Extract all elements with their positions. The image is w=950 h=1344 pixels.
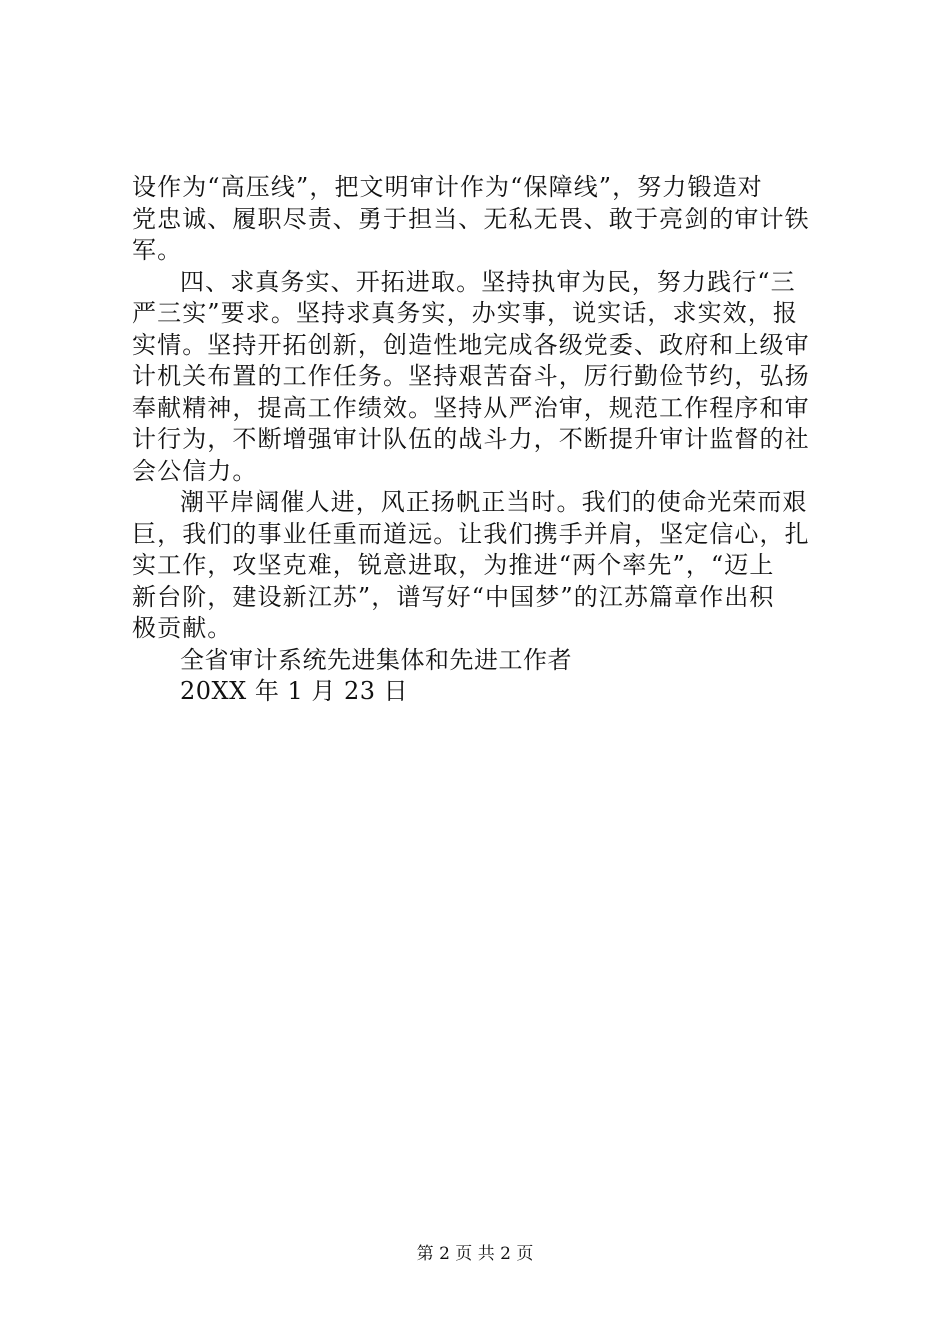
document-body: [132, 172, 832, 708]
text-line: 新台阶，建设新江苏”，谱写好“中国梦”的江苏篇章作出积: [132, 582, 775, 611]
text-line: 奉献精神，提高工作绩效。坚持从严治审，规范工作程序和审: [132, 393, 810, 422]
text-line: 实情。坚持开拓创新，创造性地完成各级党委、政府和上级审: [132, 330, 810, 359]
text-line: 实工作，攻坚克难，锐意进取，为推进“两个率先”，“迈上: [132, 551, 775, 579]
text-line: 四、求真务实、开拓进取。坚持执审为民，努力践行“三: [180, 267, 796, 296]
text-line: 军。: [132, 236, 183, 264]
text-line: 会公信力。: [132, 456, 258, 485]
paragraph-3: [132, 487, 832, 645]
text-line: 严三实”要求。坚持求真务实，办实事，说实话，求实效，报: [132, 299, 798, 327]
signature: 全省审计系统先进集体和先进工作者: [180, 645, 572, 674]
text-line: 潮平岸阔催人进，风正扬帆正当时。我们的使命光荣而艰: [180, 488, 808, 516]
paragraph-2: [132, 267, 832, 488]
text-line: 巨，我们的事业任重而道远。让我们携手并肩，坚定信心，扎: [132, 519, 810, 548]
text-line: 计机关布置的工作任务。坚持艰苦奋斗，厉行勤俭节约，弘扬: [132, 362, 810, 390]
page-footer: 第 2 页 共 2 页: [416, 1244, 534, 1264]
signature-date: 20XX 年 1 月 23 日: [180, 677, 409, 705]
text-line: 极贡献。: [132, 614, 233, 642]
text-line: 党忠诚、履职尽责、勇于担当、无私无畏、敢于亮剑的审计铁: [132, 204, 810, 233]
text-line: 设作为“高压线”，把文明审计作为“保障线”，努力锻造对: [132, 173, 763, 201]
text-line: 计行为，不断增强审计队伍的战斗力，不断提升审计监督的社: [132, 425, 810, 453]
paragraph-1: [132, 172, 832, 267]
